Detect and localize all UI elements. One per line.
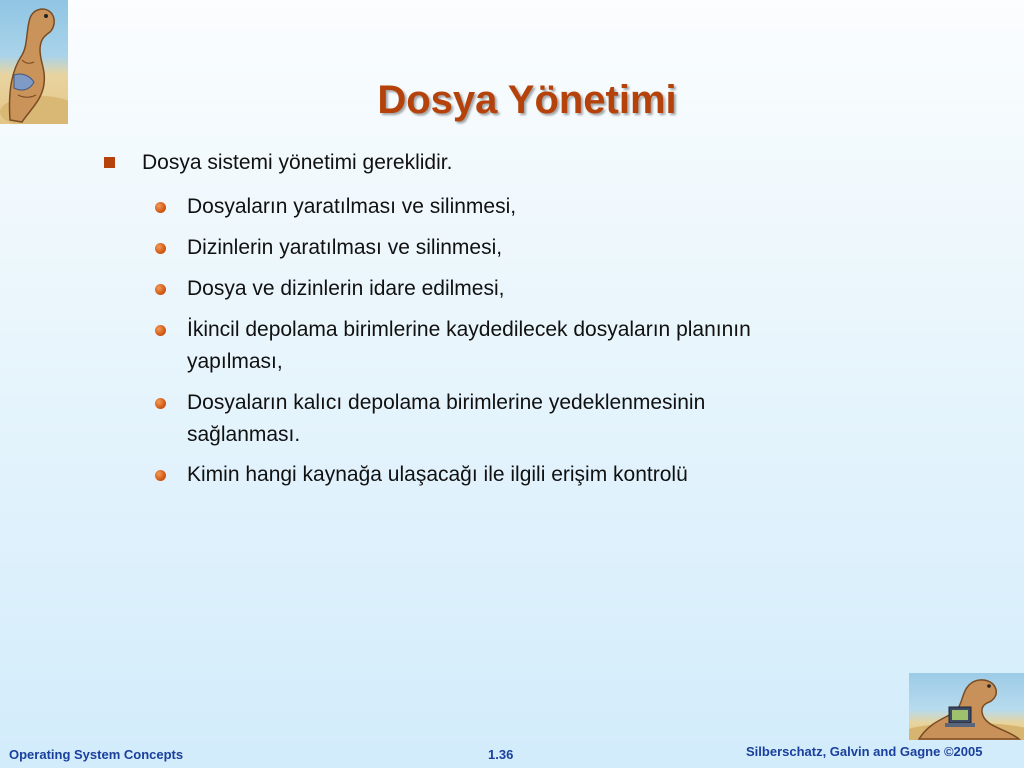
circle-bullet-icon: [155, 284, 166, 295]
circle-bullet-icon: [155, 202, 166, 213]
sub-point-continued: yapılması,: [187, 350, 283, 373]
sub-point: Dosyaların kalıcı depolama birimlerine yedeklenmesinin: [187, 391, 706, 414]
sub-point: Dosya ve dizinlerin idare edilmesi,: [187, 277, 505, 300]
sub-point: Kimin hangi kaynağa ulaşacağı ile ilgili erişim kontrolü: [187, 463, 688, 486]
main-point: Dosya sistemi yönetimi gereklidir.: [142, 151, 453, 174]
circle-bullet-icon: [155, 398, 166, 409]
circle-bullet-icon: [155, 470, 166, 481]
sub-point: Dizinlerin yaratılması ve silinmesi,: [187, 236, 503, 259]
footer-page-number: 1.36: [488, 747, 514, 762]
square-bullet-icon: [104, 157, 115, 168]
sub-point: Dosyaların yaratılması ve silinmesi,: [187, 195, 517, 218]
slide-title: Dosya Yönetimi: [377, 78, 677, 122]
circle-bullet-icon: [155, 325, 166, 336]
sub-point: İkincil depolama birimlerine kaydedilecek dosyaların planının: [187, 318, 751, 341]
circle-bullet-icon: [155, 243, 166, 254]
footer-course-title: Operating System Concepts: [9, 747, 184, 762]
sub-point-continued: sağlanması.: [187, 423, 301, 446]
footer-copyright: Silberschatz, Galvin and Gagne ©2005: [746, 744, 983, 759]
dinosaur-laptop-logo-icon: [909, 673, 1024, 740]
